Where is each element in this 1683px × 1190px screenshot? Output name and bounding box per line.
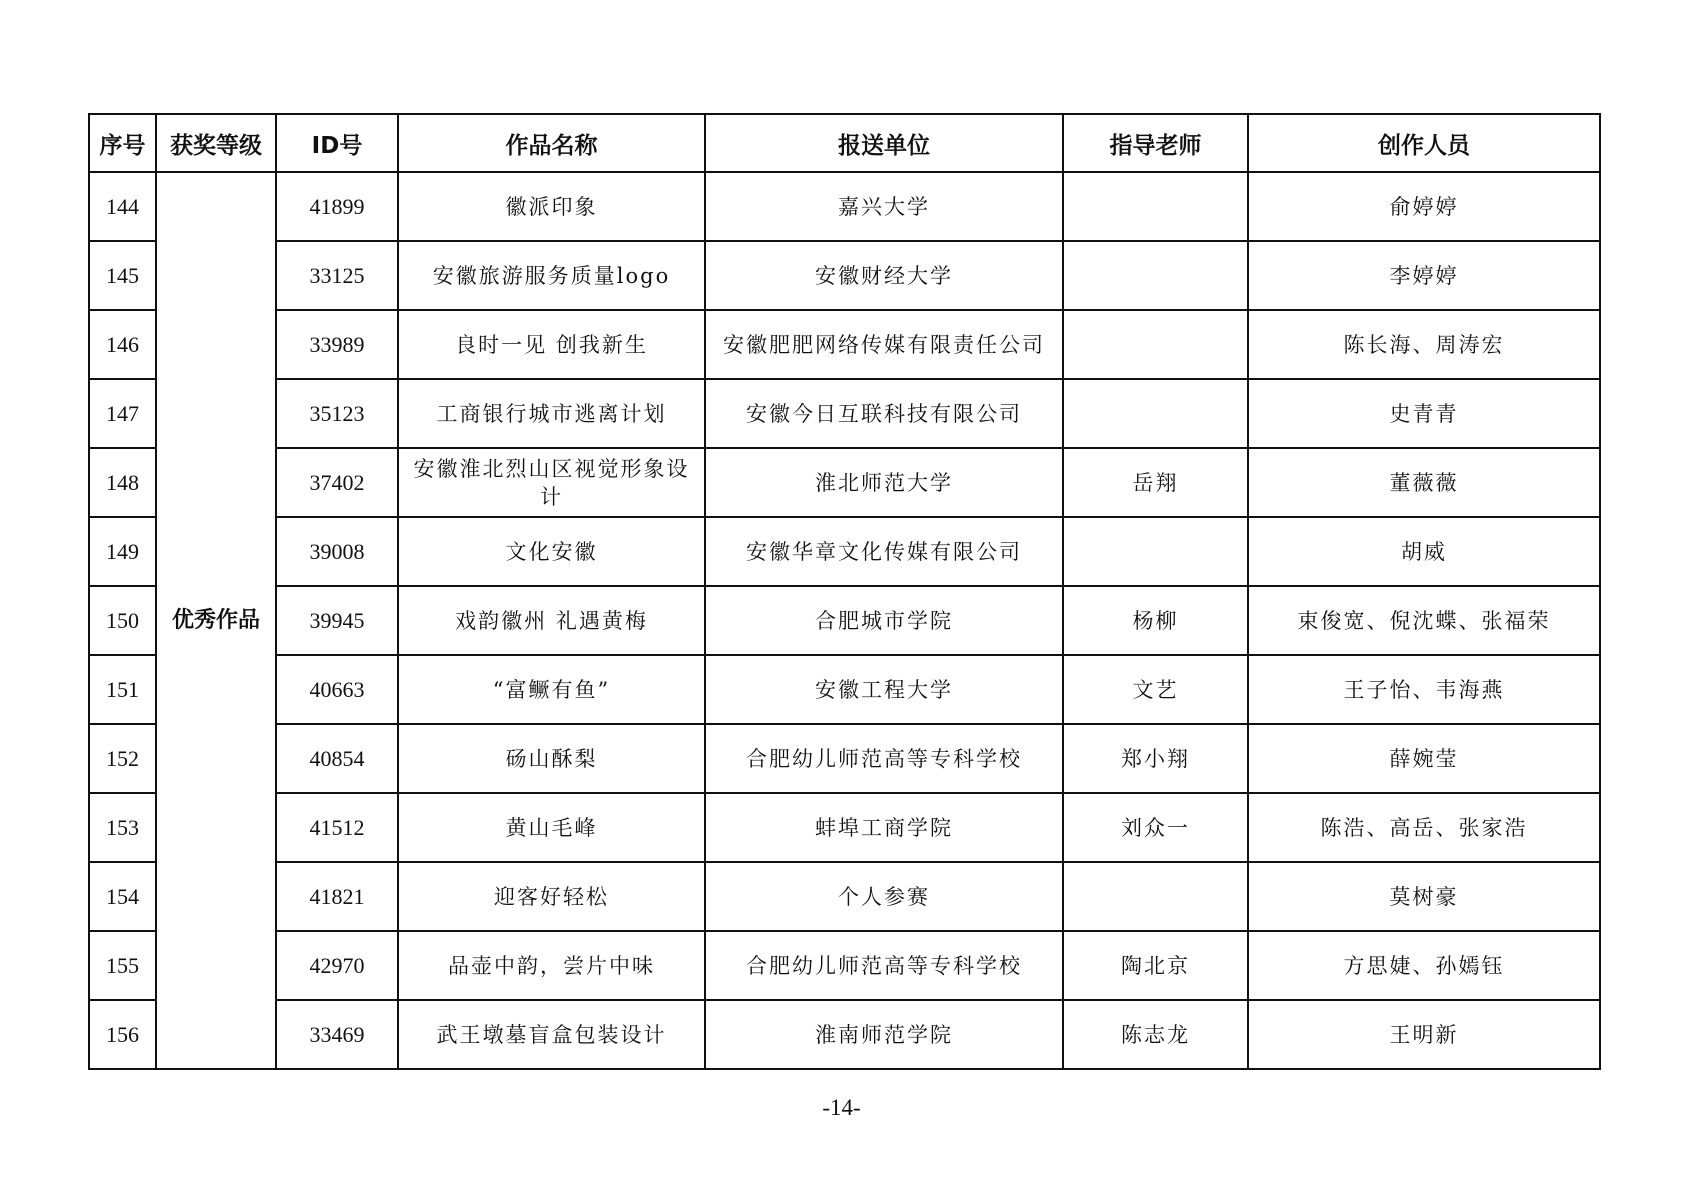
cell-id: 42970 bbox=[276, 931, 398, 1000]
cell-creators: 胡威 bbox=[1248, 517, 1600, 586]
cell-award-level: 优秀作品 bbox=[156, 172, 276, 1069]
cell-id: 33125 bbox=[276, 241, 398, 310]
cell-submitting-unit: 安徽财经大学 bbox=[705, 241, 1063, 310]
cell-work-title: “富鳜有鱼” bbox=[398, 655, 705, 724]
header-seq: 序号 bbox=[89, 114, 156, 172]
header-row bbox=[89, 114, 1600, 172]
cell-work-title: 徽派印象 bbox=[398, 172, 705, 241]
cell-id: 33469 bbox=[276, 1000, 398, 1069]
cell-creators: 史青青 bbox=[1248, 379, 1600, 448]
cell-work-title: 砀山酥梨 bbox=[398, 724, 705, 793]
table-row bbox=[89, 655, 1600, 724]
cell-work-title: 良时一见 创我新生 bbox=[398, 310, 705, 379]
cell-creators: 王子怡、韦海燕 bbox=[1248, 655, 1600, 724]
cell-advisor bbox=[1063, 517, 1248, 586]
cell-advisor: 陶北京 bbox=[1063, 931, 1248, 1000]
cell-advisor bbox=[1063, 862, 1248, 931]
table-row bbox=[89, 793, 1600, 862]
cell-creators: 董薇薇 bbox=[1248, 448, 1600, 517]
cell-advisor: 文艺 bbox=[1063, 655, 1248, 724]
cell-creators: 方思婕、孙嫣钰 bbox=[1248, 931, 1600, 1000]
cell-seq: 156 bbox=[89, 1000, 156, 1069]
cell-submitting-unit: 安徽华章文化传媒有限公司 bbox=[705, 517, 1063, 586]
cell-id: 39945 bbox=[276, 586, 398, 655]
cell-seq: 149 bbox=[89, 517, 156, 586]
cell-work-title: 武王墩墓盲盒包装设计 bbox=[398, 1000, 705, 1069]
cell-work-title: 安徽旅游服务质量logo bbox=[398, 241, 705, 310]
page-number: -14- bbox=[822, 1095, 861, 1120]
table-row bbox=[89, 172, 1600, 241]
table-row bbox=[89, 448, 1600, 517]
cell-submitting-unit: 个人参赛 bbox=[705, 862, 1063, 931]
cell-submitting-unit: 安徽今日互联科技有限公司 bbox=[705, 379, 1063, 448]
cell-seq: 155 bbox=[89, 931, 156, 1000]
cell-advisor bbox=[1063, 379, 1248, 448]
cell-creators: 薛婉莹 bbox=[1248, 724, 1600, 793]
cell-seq: 146 bbox=[89, 310, 156, 379]
cell-seq: 152 bbox=[89, 724, 156, 793]
cell-id: 41512 bbox=[276, 793, 398, 862]
cell-seq: 150 bbox=[89, 586, 156, 655]
table-row bbox=[89, 310, 1600, 379]
cell-creators: 束俊宽、倪沈蝶、张福荣 bbox=[1248, 586, 1600, 655]
header-advisor: 指导老师 bbox=[1063, 114, 1248, 172]
cell-work-title: 安徽淮北烈山区视觉形象设计 bbox=[398, 448, 705, 517]
cell-seq: 154 bbox=[89, 862, 156, 931]
header-submitting-unit: 报送单位 bbox=[705, 114, 1063, 172]
cell-work-title: 品壶中韵，尝片中味 bbox=[398, 931, 705, 1000]
cell-id: 37402 bbox=[276, 448, 398, 517]
cell-advisor: 郑小翔 bbox=[1063, 724, 1248, 793]
cell-id: 40854 bbox=[276, 724, 398, 793]
cell-work-title: 文化安徽 bbox=[398, 517, 705, 586]
cell-seq: 148 bbox=[89, 448, 156, 517]
cell-seq: 144 bbox=[89, 172, 156, 241]
cell-id: 41821 bbox=[276, 862, 398, 931]
cell-submitting-unit: 淮北师范大学 bbox=[705, 448, 1063, 517]
table-body bbox=[89, 172, 1600, 1069]
cell-id: 41899 bbox=[276, 172, 398, 241]
cell-advisor bbox=[1063, 172, 1248, 241]
cell-work-title: 工商银行城市逃离计划 bbox=[398, 379, 705, 448]
cell-id: 40663 bbox=[276, 655, 398, 724]
cell-seq: 147 bbox=[89, 379, 156, 448]
header-id: ID号 bbox=[276, 114, 398, 172]
cell-id: 39008 bbox=[276, 517, 398, 586]
cell-seq: 151 bbox=[89, 655, 156, 724]
cell-seq: 153 bbox=[89, 793, 156, 862]
cell-creators: 陈长海、周涛宏 bbox=[1248, 310, 1600, 379]
header-work-title: 作品名称 bbox=[398, 114, 705, 172]
cell-creators: 俞婷婷 bbox=[1248, 172, 1600, 241]
cell-work-title: 迎客好轻松 bbox=[398, 862, 705, 931]
table-row bbox=[89, 862, 1600, 931]
cell-creators: 陈浩、高岳、张家浩 bbox=[1248, 793, 1600, 862]
cell-creators: 王明新 bbox=[1248, 1000, 1600, 1069]
cell-advisor: 杨柳 bbox=[1063, 586, 1248, 655]
cell-submitting-unit: 蚌埠工商学院 bbox=[705, 793, 1063, 862]
table-row bbox=[89, 931, 1600, 1000]
cell-creators: 李婷婷 bbox=[1248, 241, 1600, 310]
table-row bbox=[89, 517, 1600, 586]
cell-advisor: 岳翔 bbox=[1063, 448, 1248, 517]
table-header bbox=[89, 114, 1600, 172]
cell-seq: 145 bbox=[89, 241, 156, 310]
awards-table bbox=[88, 113, 1601, 1070]
cell-advisor bbox=[1063, 310, 1248, 379]
cell-submitting-unit: 安徽工程大学 bbox=[705, 655, 1063, 724]
table-row bbox=[89, 724, 1600, 793]
cell-submitting-unit: 合肥幼儿师范高等专科学校 bbox=[705, 931, 1063, 1000]
cell-submitting-unit: 合肥幼儿师范高等专科学校 bbox=[705, 724, 1063, 793]
table-row bbox=[89, 1000, 1600, 1069]
cell-creators: 莫树豪 bbox=[1248, 862, 1600, 931]
cell-work-title: 黄山毛峰 bbox=[398, 793, 705, 862]
table-row bbox=[89, 586, 1600, 655]
cell-submitting-unit: 嘉兴大学 bbox=[705, 172, 1063, 241]
cell-advisor: 刘众一 bbox=[1063, 793, 1248, 862]
cell-submitting-unit: 淮南师范学院 bbox=[705, 1000, 1063, 1069]
cell-id: 35123 bbox=[276, 379, 398, 448]
cell-submitting-unit: 安徽肥肥网络传媒有限责任公司 bbox=[705, 310, 1063, 379]
header-award-level: 获奖等级 bbox=[156, 114, 276, 172]
cell-work-title: 戏韵徽州 礼遇黄梅 bbox=[398, 586, 705, 655]
cell-advisor: 陈志龙 bbox=[1063, 1000, 1248, 1069]
table-row bbox=[89, 379, 1600, 448]
cell-submitting-unit: 合肥城市学院 bbox=[705, 586, 1063, 655]
cell-advisor bbox=[1063, 241, 1248, 310]
table-row bbox=[89, 241, 1600, 310]
header-creators: 创作人员 bbox=[1248, 114, 1600, 172]
cell-id: 33989 bbox=[276, 310, 398, 379]
